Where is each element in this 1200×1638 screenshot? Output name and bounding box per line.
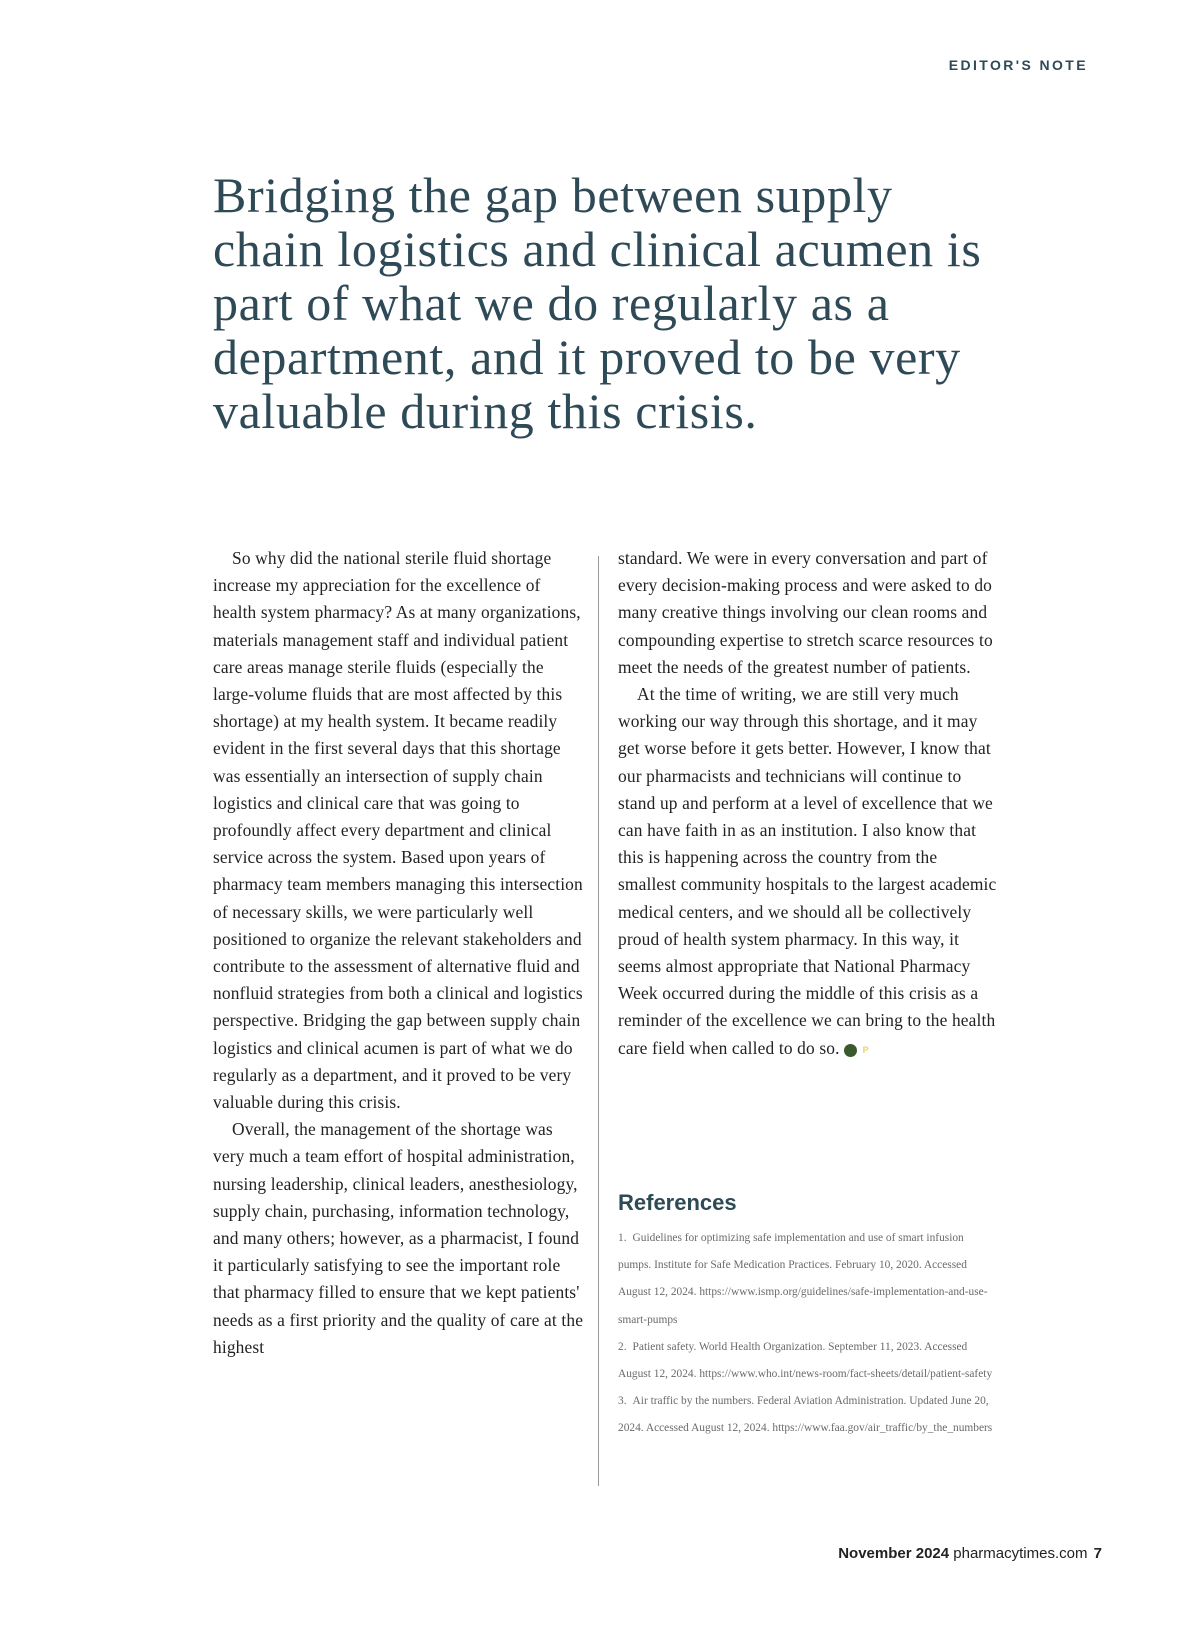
column-divider — [598, 556, 599, 1486]
body-paragraph-last — [618, 681, 998, 1062]
reference-item — [618, 1334, 993, 1388]
end-mark-icon: P — [844, 1044, 857, 1057]
reference-number: 3. — [618, 1395, 627, 1408]
page-footer — [838, 1545, 1102, 1562]
reference-text: Patient safety. World Health Organization. September 11, 2023. Accessed August 12, 2024. https://www.who.int/news-room/fact-sheets/detail/patient-safety — [618, 1340, 993, 1381]
body-paragraph: standard. We were in every conversation and part of every decision-making process and were asked to do many creative things involving our clean rooms and compounding expertise to stretch scarce resources to meet the needs of the greatest number of patients. — [618, 548, 993, 677]
references-heading: References — [618, 1190, 737, 1215]
pull-quote: Bridging the gap between supply chain logistics and clinical acumen is part of what we do regularly as a department, and it proved to be very valuable during this crisis. — [213, 167, 982, 439]
section-label: EDITOR'S NOTE — [948, 57, 1088, 73]
footer-site: pharmacytimes.com — [953, 1545, 1088, 1562]
left-column — [213, 545, 588, 1361]
reference-text: Guidelines for optimizing safe implementation and use of smart infusion pumps. Institute for Safe Medication Practices. February 10, 2020. Accessed August 12, 2024. https://www.ismp.org/guidelines/safe-implementation-and-use-smart-pumps — [618, 1232, 988, 1326]
reference-item — [618, 1388, 993, 1442]
reference-number: 1. — [618, 1232, 627, 1244]
references-list — [618, 1225, 993, 1443]
reference-number: 2. — [618, 1340, 627, 1353]
reference-item — [618, 1225, 993, 1334]
right-column — [618, 545, 998, 1062]
page-number: 7 — [1093, 1545, 1102, 1562]
body-paragraph-text: At the time of writing, we are still very much working our way through this shortage, and it may get worse before it gets better. However, I know that our pharmacists and technicians will continue to stand up and perform at a level of excellence that we can have faith in as an institution. I also know that this is happening across the country from the smallest community hospitals to the largest academic medical centers, and we should all be collectively proud of health system pharmacy. In this way, it seems almost appropriate that National Pharmacy Week occurred during the middle of this crisis as a reminder of the excellence we can bring to the health care field when called to do so. — [618, 684, 997, 1058]
reference-text: Air traffic by the numbers. Federal Aviation Administration. Updated June 20, 2024. Accessed August 12, 2024. https://www.faa.gov/air_traffic/by_the_numbers — [618, 1395, 993, 1435]
body-paragraph: So why did the national sterile fluid shortage increase my appreciation for the excellence of health system pharmacy? As at many organizations, materials management staff and individual patient care areas manage sterile fluids (especially the large-volume fluids that are most affected by this shortage) at my health system. It became readily evident in the first several days that this shortage was essentially an intersection of supply chain logistics and clinical care that was going to profoundly affect every department and clinical service across the system. Based upon years of pharmacy team members managing this intersection of necessary skills, we were particularly well positioned to organize the relevant stakeholders and contribute to the assessment of alternative fluid and nonfluid strategies from both a clinical and logistics perspective. Bridging the gap between supply chain logistics and clinical acumen is part of what we do regularly as a department, and it proved to be very valuable during this crisis. — [213, 548, 583, 1113]
body-paragraph: Overall, the management of the shortage was very much a team effort of hospital administration, nursing leadership, clinical leaders, anesthesiology, supply chain, purchasing, information technology, and many others; however, as a pharmacist, I found it particularly satisfying to see the important role that pharmacy filled to ensure that we kept patients' needs as a first priority and the quality of care at the highest — [213, 1119, 584, 1357]
footer-date: November 2024 — [838, 1545, 950, 1562]
